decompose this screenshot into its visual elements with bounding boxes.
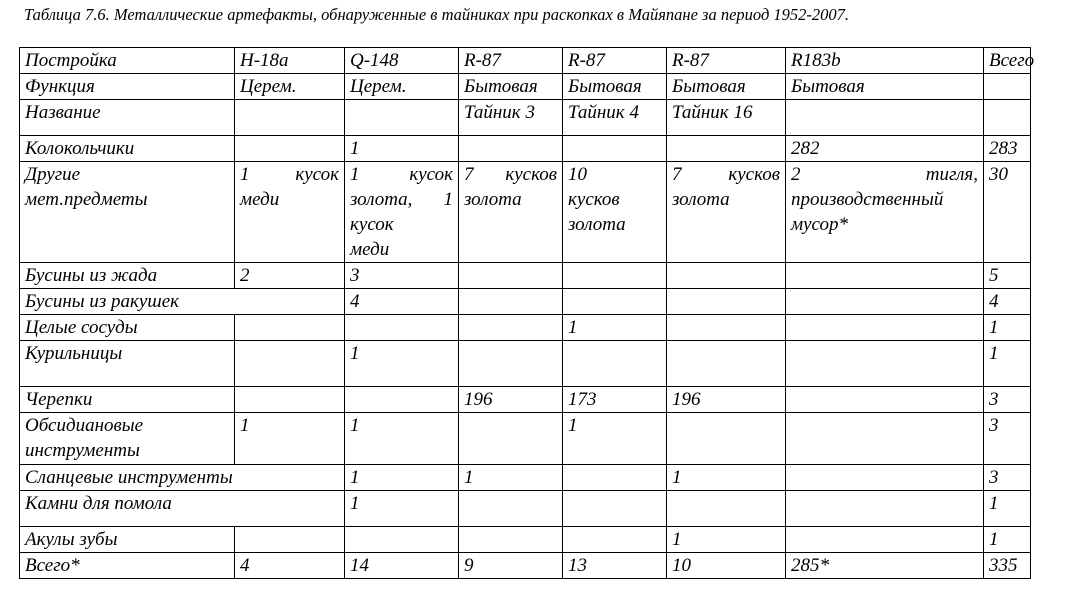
table-row-shark-teeth xyxy=(20,527,1031,553)
header-cell: R-87 xyxy=(667,48,786,74)
table-cell: 9 xyxy=(459,553,563,579)
table-cell xyxy=(459,136,563,162)
table-cell xyxy=(786,465,984,491)
table-cell xyxy=(667,162,786,263)
header-cell: R-87 xyxy=(459,48,563,74)
table-cell xyxy=(667,263,786,289)
table-cell xyxy=(345,162,459,263)
table-cell: 1 xyxy=(563,315,667,341)
cell-line: кусков xyxy=(568,189,620,210)
table-cell: 1 xyxy=(667,527,786,553)
table-cell xyxy=(563,162,667,263)
table-cell: 1 xyxy=(667,465,786,491)
table-cell xyxy=(459,162,563,263)
header-cell: Тайник 16 xyxy=(667,100,786,136)
cell-line: золота xyxy=(672,189,730,210)
table-cell: 173 xyxy=(563,387,667,413)
table-cell xyxy=(786,413,984,465)
table-row-building xyxy=(20,48,1031,74)
table-cell: 1 xyxy=(984,491,1031,527)
header-cell xyxy=(984,100,1031,136)
cell-line: Обсидиановые xyxy=(25,415,144,436)
table-cell: 1 xyxy=(563,413,667,465)
cell-line: производственный xyxy=(791,189,944,210)
cell-line: 1 кусок xyxy=(350,164,453,185)
table-cell xyxy=(667,491,786,527)
table-row-shell-beads xyxy=(20,289,1031,315)
table-row-function xyxy=(20,74,1031,100)
header-cell: Церем. xyxy=(345,74,459,100)
cell-line: мусор* xyxy=(791,214,849,235)
cell-line: кусок xyxy=(350,214,394,235)
header-cell: Тайник 3 xyxy=(459,100,563,136)
cell-line: 7 кусков xyxy=(464,164,557,185)
header-cell xyxy=(984,74,1031,100)
table-cell xyxy=(459,289,563,315)
cell-line: 2 тигля, xyxy=(791,164,978,185)
table-cell xyxy=(786,289,984,315)
table-cell xyxy=(786,387,984,413)
cell-line: 1 кусок xyxy=(240,164,339,185)
table-cell: 3 xyxy=(984,413,1031,465)
table-row-sherds xyxy=(20,387,1031,413)
table-cell: 285* xyxy=(786,553,984,579)
header-cell: Бытовая xyxy=(563,74,667,100)
header-cell: R-87 xyxy=(563,48,667,74)
table-cell: Бусины из жада xyxy=(20,263,235,289)
table-cell xyxy=(235,315,345,341)
table-cell: Целые сосуды xyxy=(20,315,235,341)
cell-line: 10 xyxy=(568,164,587,185)
table-cell: Камни для помола xyxy=(20,491,345,527)
table-cell xyxy=(459,315,563,341)
table-cell xyxy=(667,315,786,341)
table-cell: 1 xyxy=(984,315,1031,341)
table-cell: 13 xyxy=(563,553,667,579)
table-row-slate xyxy=(20,465,1031,491)
table-cell: 1 xyxy=(235,413,345,465)
table-cell: 1 xyxy=(345,465,459,491)
header-cell xyxy=(345,100,459,136)
table-row-name xyxy=(20,100,1031,136)
table-cell: 283 xyxy=(984,136,1031,162)
table-cell: 3 xyxy=(984,465,1031,491)
table-cell: Всего* xyxy=(20,553,235,579)
table-cell: Сланцевые инструменты xyxy=(20,465,345,491)
table-cell: Черепки xyxy=(20,387,235,413)
header-cell: Тайник 4 xyxy=(563,100,667,136)
header-cell xyxy=(786,100,984,136)
cell-line: инструменты xyxy=(25,440,140,461)
table-cell xyxy=(786,527,984,553)
table-row-bells xyxy=(20,136,1031,162)
header-cell: H-18a xyxy=(235,48,345,74)
table-cell xyxy=(20,162,235,263)
table-cell: 1 xyxy=(345,491,459,527)
table-row-jade-beads xyxy=(20,263,1031,289)
table-cell xyxy=(786,162,984,263)
table-cell: 3 xyxy=(984,387,1031,413)
table-cell xyxy=(235,162,345,263)
table-cell xyxy=(459,491,563,527)
table-cell: 196 xyxy=(459,387,563,413)
table-cell: 1 xyxy=(345,413,459,465)
cell-line: меди xyxy=(350,239,390,260)
table-cell: 1 xyxy=(984,341,1031,387)
table-cell: 14 xyxy=(345,553,459,579)
table-cell xyxy=(667,289,786,315)
header-cell: Q-148 xyxy=(345,48,459,74)
table-row-vessels xyxy=(20,315,1031,341)
table-cell: 4 xyxy=(984,289,1031,315)
table-cell xyxy=(563,527,667,553)
header-cell: Название xyxy=(20,100,235,136)
table-cell xyxy=(563,491,667,527)
table-cell: 1 xyxy=(459,465,563,491)
table-cell: Курильницы xyxy=(20,341,235,387)
table-cell: 335 xyxy=(984,553,1031,579)
table-row-censers xyxy=(20,341,1031,387)
table-cell xyxy=(563,136,667,162)
header-cell: Бытовая xyxy=(459,74,563,100)
header-cell: Постройка xyxy=(20,48,235,74)
table-cell: 1 xyxy=(984,527,1031,553)
table-cell xyxy=(563,465,667,491)
table-cell xyxy=(235,136,345,162)
table-cell: Бусины из ракушек xyxy=(20,289,345,315)
table-row-grinding xyxy=(20,491,1031,527)
cell-line: 7 кусков xyxy=(672,164,780,185)
cell-line: мет.предметы xyxy=(25,189,148,210)
header-cell xyxy=(235,100,345,136)
table-cell: 4 xyxy=(345,289,459,315)
table-cell xyxy=(563,263,667,289)
table-cell xyxy=(20,413,235,465)
table-cell: 30 xyxy=(984,162,1031,263)
table-cell xyxy=(345,387,459,413)
table-cell: 282 xyxy=(786,136,984,162)
header-cell: Церем. xyxy=(235,74,345,100)
table-cell: 10 xyxy=(667,553,786,579)
table-cell: Колокольчики xyxy=(20,136,235,162)
header-cell: Всего xyxy=(984,48,1031,74)
table-cell xyxy=(459,263,563,289)
header-cell: R183b xyxy=(786,48,984,74)
table-cell: 2 xyxy=(235,263,345,289)
table-cell xyxy=(235,387,345,413)
artifacts-table xyxy=(19,47,1035,579)
table-cell xyxy=(563,341,667,387)
table-cell xyxy=(235,341,345,387)
table-caption: Таблица 7.6. Металлические артефакты, обнаруженные в тайниках при раскопках в Майяпане за период 1952-2007. xyxy=(24,5,850,24)
table-cell xyxy=(235,527,345,553)
table-cell xyxy=(667,136,786,162)
header-cell: Функция xyxy=(20,74,235,100)
cell-line: меди xyxy=(240,189,280,210)
table-cell xyxy=(786,315,984,341)
cell-line: золота xyxy=(568,214,626,235)
table-cell xyxy=(786,263,984,289)
table-cell xyxy=(459,413,563,465)
table-cell xyxy=(459,341,563,387)
table-cell xyxy=(459,527,563,553)
cell-line: Другие xyxy=(25,164,81,185)
table-cell: 1 xyxy=(345,341,459,387)
table-cell xyxy=(563,289,667,315)
table-cell: 4 xyxy=(235,553,345,579)
cell-line: золота xyxy=(464,189,522,210)
table-cell xyxy=(345,527,459,553)
table-cell: 196 xyxy=(667,387,786,413)
table-row-obsidian xyxy=(20,413,1031,465)
header-cell: Бытовая xyxy=(667,74,786,100)
table-row-total xyxy=(20,553,1031,579)
table-cell: 1 xyxy=(345,136,459,162)
table-cell xyxy=(667,341,786,387)
table-cell xyxy=(786,341,984,387)
header-cell: Бытовая xyxy=(786,74,984,100)
table-cell xyxy=(786,491,984,527)
table-cell xyxy=(667,413,786,465)
table-cell: 5 xyxy=(984,263,1031,289)
table-cell: 3 xyxy=(345,263,459,289)
table-cell: Акулы зубы xyxy=(20,527,235,553)
cell-line: золота, 1 xyxy=(350,189,453,210)
table-row-other-metal xyxy=(20,162,1031,263)
table-cell xyxy=(345,315,459,341)
